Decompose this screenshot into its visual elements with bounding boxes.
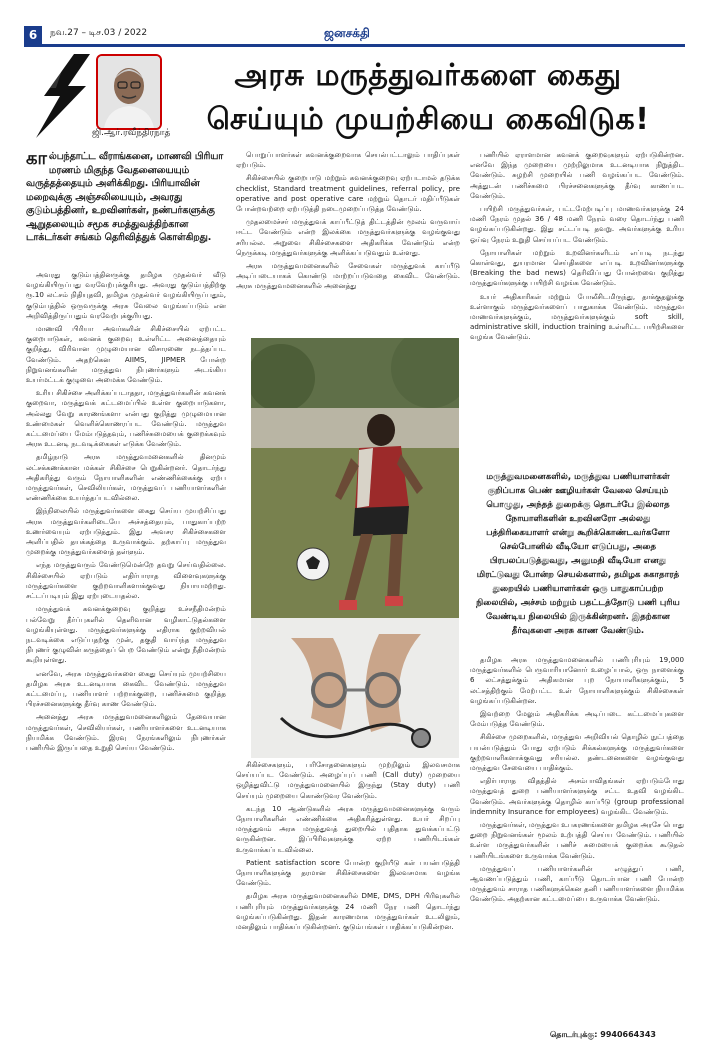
col1-paragraph: இந்நிலையில் மருத்துவர்களை கைது செய்ய முயற்சிப்பது அரசு மருத்துவர்களிடையே அச்சத்தையும், பாதுகாப்பற்ற உணர்வையும் ஏற்படுத்தும். இது அவசர சிகிச்சைகளை அளிப்பதில் தயக்கத்தை உருவாக்கும். தற்காப்பு மருத்துவ முறைக்கு மருத்துவர்களைத் தள்ளும். [26,506,226,557]
lead-paragraph [26,150,226,268]
col3b-paragraph: எதிர்பாராத விதத்தில் அசம்பாவிதங்கள் ஏற்படும்போது மருத்துவத் துறை பணியாளர்களுக்கு சட்ட உதவி வழங்கிட வேண்டும். அவர்களுக்கு தொழில் காப்பீடு (group professional indemnity Insurance for employees) வழங்கிட வேண்டும். [470,776,684,816]
pull-quote: மருத்துவமனைகளில், மருத்துவ பணியாளர்கள் குறிப்பாக பெண் ஊழியர்கள் வேலை செய்யும் பொழுது, அந்தத் துறைக்கு தொடர்பே இல்லாத நோயாளிகளின் உறவினரோ அல்லது பத்திரிகையாளர் என்று கூறிக்கொண்டவர்களோ செல்போனில் வீடியோ எடுப்பது, அதை பிரபலப்படுத்துவது, அனுமதி வீடியோ எனது மிரட்டுவது போன்ற செயல்களால், தமிழக சுகாதாரத் துறையில் பணியாளர்கள் ஒரு பாதுகாப்பற்ற நிலையில், அச்சம் மற்றும் பதட்டத்தோடு பணி புரிய வேண்டிய நிலையில் இருக்கின்றனர். இதற்கான தீர்வுகளை அரசு காண வேண்டும். [476,472,680,636]
col3-paragraph: பயிற்சி மருத்துவர்கள், பட்டமேற்படிப்பு மாணவர்களுக்கு 24 மணி நேரம் முதல் 36 / 48 மணி நேரம் வரை தொடர்ந்து பணி வழங்கப்படுகின்றது. இது சட்டப்படி தவறு. அவர்களுக்கு உரிய ஓய்வு நேரம் உறுதி செய்யப்பட வேண்டும். [470,204,684,244]
col3b-paragraph: இவற்றை மேலும் அதிகரிக்க அடிப்படை கட்டமைப்புகளை மேம்படுத்த வேண்டும். [470,709,684,729]
col2-paragraph: பொறுப்பாளர்கள் கவனக்குறைவாக செயல்பட்டாலும் பாதிப்புகள் ஏற்படும். [236,150,460,170]
page-number: 6 [24,26,42,44]
col2b-paragraph: கடந்த 10 ஆண்டுகளில் அரசு மருத்துவமனைகளுக்கு வரும் நோயாளிகளின் எண்ணிக்கை அதிகரித்துள்ளது. உயர் சிறப்பு மருத்துவம் அரசு மருத்துவத் துறையில் புதிதாக துவக்கப்பட்டு வருகின்றன. இப்பிரிவுகளுக்கு ஏற்ற பணியிடங்கள் உருவாக்கப்படவில்லை. [236,803,460,854]
col3-paragraph: நோயாளிகள் மற்றும் உறவினர்களிடம் எப்படி நடந்து கொள்வது, துயரமான செய்திகளை எப்படி உறவினர்களுக்கு (Breaking the bad news) தெரிவிப்பது போன்றவை குறித்து மருத்துவர்களுக்கு பயிற்சி வழங்க வேண்டும். [470,247,684,288]
football-player-photo [251,338,459,758]
headline-line-1: அரசு மருத்துவர்களை கைது [234,58,622,93]
col1-paragraph: மருத்துவக் கவனக்குறைவு குறித்து உச்சநீதிமன்றம் பல்வேறு தீர்ப்புகளில் தெளிவான வழிகாட்டுதல்களை வழங்கியுள்ளது. மருத்துவர்களுக்கு எதிராக குற்றவியல் நடவடிக்கை எடுப்பதற்கு முன், தகுதி வாய்ந்த மருத்துவ நிபுணர் குழுவின் கருத்தைப் பெற வேண்டும் என்று நீதிமன்றம் கூறியுள்ளது. [26,604,226,665]
col1-paragraph: எனவே, அரசு மருத்துவர்களை கைது செய்யும் முயற்சியை தமிழக அரசு உடனடியாக கைவிட வேண்டும். மருத்துவ கட்டமைப்பு, பணியாளர் பற்றாக்குறை, பணிச்சுமை குறித்த பிரச்சனைகளுக்கு தீர்வு காண வேண்டும். [26,668,226,709]
col2-paragraph: சிகிச்சையில் குறைபாடு மற்றும் கவனக்குறைவு ஏற்படாமல் தடுக்க checklist, Standard treatment guidelines, referral policy, pre operative and post operative care மற்றும் தொடர் மதிப்பீடுகள் போன்றவற்றை ஏற்படுத்தி நடைமுறைப்படுத்த வேண்டும். [236,173,460,214]
column-2-bottom [236,760,460,1040]
col3b-paragraph: தமிழக அரசு மருத்துவமனைகளில் பணிபுரியும் 19,000 மருத்துவர்களில் பெருவாரியானோர் உழைப்பால், ஒரு நாளைக்கு 6 லட்சத்துக்கும் அதிகமான புற நோயாளிகளுக்கும், 5 லட்சத்திற்கும் மேற்பட்ட உள் நோயாளிகளுக்கும் சிகிச்சைகள் வழங்கப்படுகின்றன. [470,655,684,705]
drop-cap: கா [26,150,47,169]
column-3-bottom [470,655,684,1030]
author-name: ஜி.ஆர்.ரவீந்திரநாத் [92,128,171,138]
col3b-paragraph: சிகிச்சை முறைகளில், மருத்துவ அறிவியல் தொழில் நுட்பத்தை பயன்படுத்தும் போது ஏற்படும் சிக்கல்களுக்கு மருத்துவர்களை குற்றவாளிகளாக்குவது சரியல்ல. தண்டனைகளை வழங்குவது மருத்துவ சேவையை பாதிக்கும். [470,732,684,773]
column-1 [26,270,226,1010]
newspaper-name: ஜனசக்தி [324,26,370,40]
headline-line-2: செய்யும் முயற்சியை கைவிடுக! [206,102,650,137]
column-2-top [236,150,460,336]
col3b-paragraph: மருத்துவர்கள், மருத்துவ உபகரணங்களை தமிழக அரசே பொது துறை நிறுவனங்கள் மூலம் உற்பத்தி செய்ய வேண்டும். பணியில் உள்ள மருத்துவர்களின் பணிச் சுமையைக் குறைக்க கூடுதல் பணியிடங்களை உருவாக்க வேண்டும். [470,820,684,860]
col1-paragraph: தமிழ்நாடு அரசு மருத்துவமனைகளில் தினமும் லட்சக்கணக்கான மக்கள் சிகிச்சை பெறுகின்றனர். தொடர்ந்து அதிகரித்து வரும் நோயாளிகளின் எண்ணிக்கைக்கு ஏற்ப மருத்துவர்கள், செவிலியர்கள், மருத்துவப் பணியாளர்களின் எண்ணிக்கை உயர்த்தப்படவில்லை. [26,452,226,503]
col1-paragraph: உரிய சிகிச்சை அளிக்கப்படாததா, மருத்துவர்களின் கவனக் குறைவா, மருத்துவக் கட்டமைப்பில் உள்ள குறைபாடுகளா, அல்லது வேறு காரணங்களா என்பது குறித்து முழுமையான உண்மைகள் வெளிக்கொணரப்பட வேண்டும். மருத்துவ கட்டமைப்பை மேம்படுத்தவும், பணிச்சுமையைக் குறைக்கவும் அரசு உடனடி நடவடிக்கைகள் எடுக்க வேண்டும். [26,388,226,449]
col1-paragraph: அனைத்து அரசு மருத்துவமனைகளிலும் தேவையான மருத்துவர்கள், செவிலியர்கள், பணியாளர்களை உடனடியாக நியமிக்க வேண்டும். இரவு நேரங்களிலும் நிபுணர்கள் பணியில் இருப்பதை உறுதி செய்ய வேண்டும். [26,712,226,752]
contact-number: தொடர்புக்கு: 9940664343 [550,1030,656,1039]
col3-paragraph: பணியில் ஏராளமான கவனக் குறைவுகளும் ஏற்படுகின்றன. எனவே இந்த முறையை முற்றிலுமாக உடனடியாக நிறுத்திட வேண்டும். சுழற்சி முறையில் பணி வழங்கப்பட வேண்டும். அத்துடன் பணிச்சுமை பிரச்சனைகளுக்கு தீர்வு காணப்பட வேண்டும். [470,150,684,200]
col2b-paragraph: சிகிச்சைகளும், பரிசோதனைகளும் முற்றிலும் இலவசமாக செய்யப்பட வேண்டும். அழைப்புப் பணி (Call duty) முறையை ஒழித்துவிட்டு மருத்துவமனையில் இருந்து (Stay duty) பணி செய்யும் முறையை கொண்டுவர வேண்டும். [236,760,460,800]
col2b-paragraph: Patient satisfaction score போன்ற குறியீடு கள் பயன்படுத்தி நோயாளிகளுக்கு தரமான சிகிச்சைகளை இலவசமாக வழங்க வேண்டும். [236,857,460,888]
col1-paragraph: மாணவி பிரியா அவர்களின் சிகிச்சையில் ஏற்பட்ட குறைபாடுகள், கவனக் குறைவு உள்ளிட்ட அனைத்தையும் குறித்து, விரிவான முழுமையான விசாரணை நடத்தப்பட வேண்டும். அதற்கென AIIMS, JIPMER போன்ற நிறுவனங்களின் மருத்துவ நிபுணர்களும் அடங்கிய உயர்மட்டக் குழுவை அமைக்க வேண்டும். [26,324,226,385]
issue-date: நவ.27 – டிச.03 / 2022 [50,28,148,38]
col2b-paragraph: தமிழக அரசு மருத்துவமனைகளில் DME, DMS, DPH பிரிவுகளில் பணிபுரியும் மருத்துவர்களுக்கு 24 மணி நேர பணி தொடர்ந்து வழங்கப்படுகின்றது. இதன் காரணமாக மருத்துவர்கள் உடலிலும், மனதிலும் பாதிக்கப்படுகின்றனர். குடும்பங்கள் பாதிக்கப்படுகின்றன. [236,891,460,932]
col2-paragraph: அரசு மருத்துவமனைகளில் சேவைகள் மருத்துவக் காப்பீடு அடிப்படையாகக் கொண்டு மாற்றப்படுவதை கைவிட வேண்டும். அரசு மருத்துவமனைகளில் அனைத்து [236,261,460,291]
author-photo [96,54,162,130]
col3-paragraph: உயர் அதிகாரிகள் மற்றும் போலீசிடமிருந்து, தாக்குதலுக்கு உள்ளாகும் மருத்துவர்களைப் பாதுகாக்க வேண்டும். மருத்துவ மாணவர்களுக்கும், மருத்துவர்களுக்கும் soft skill, administrative skill, induction training உள்ளிட்ட பயிற்சிகளை வழங்க வேண்டும். [470,291,684,342]
author-portrait-icon [98,56,160,128]
headline [168,54,688,142]
col1-paragraph: எந்த மருத்துவரும் வேண்டுமென்றே தவறு செய்வதில்லை. சிகிச்சையில் ஏற்படும் எதிர்பாராத விளைவுகளுக்கு மருத்துவர்களை குற்றவாளிகளாக்குவது நியாயமற்றது. சட்டப்படியும் இது ஏற்புடையதல்ல. [26,560,226,601]
lead-text: ல்பந்தாட்ட வீராங்கனை, மாணவி பிரியா மரணம் மிகுந்த வேதனையையும் வருத்தத்தையும் அளிக்கிறது. பிரியாவின் மறைவுக்கு அஞ்சலியையும், அவரது குடும்பத்தினர், உறவினர்கள், நண்பர்களுக்கு ஆறுதலையும் சமூக சமத்துவத்திற்கான டாக்டர்கள் சங்கம் தெரிவித்துக் கொள்கிறது. [26,151,224,243]
col1-paragraph: அவரது குடும்பத்தினருக்கு தமிழக முதல்வர் வீடு வழங்கியிருப்பது வரவேற்புக்குரியது. அவரது குடும்பத்திற்கு ரூ.10 லட்சம் நிதியுதவி, தமிழக முதல்வர் வழங்கியிருப்பதும், குடும்பத்தில் ஒருவருக்கு அரசு வேலை வழங்கப்படும் என அறிவித்திருப்பதும் வரவேற்புக்குரியது. [26,270,226,320]
page-header-bar [24,26,685,47]
lightning-bolt-icon [26,52,96,140]
col2-paragraph: முதலமைச்சர் மருத்துவக் காப்பீட்டுத் திட்டத்தின் மூலம் வருவாய் ஈட்ட வேண்டும் என்ற இலக்கை மருத்துவர்களுக்கு வழங்குவது சரியல்ல. அறுவை சிகிச்சைகளை அதிகரிக்க வேண்டும் என்ற நெருக்கடி மருத்துவர்களுக்கு அளிக்கப்படுவதும் உள்ளது. [236,217,460,257]
col3b-paragraph: மருத்துவப் பணியாளர்களின் எழுத்துப் பணி, ஆவணப்படுத்தும் பணி, காப்பீடு தொடர்பான பணி போன்ற மருத்துவம் சாராத பணிகளுக்கென தனி பணியாளர்களை நியமிக்க வேண்டும். அதற்கான கட்டமைப்பை உருவாக்க வேண்டும். [470,863,684,904]
column-3-top [470,150,684,468]
